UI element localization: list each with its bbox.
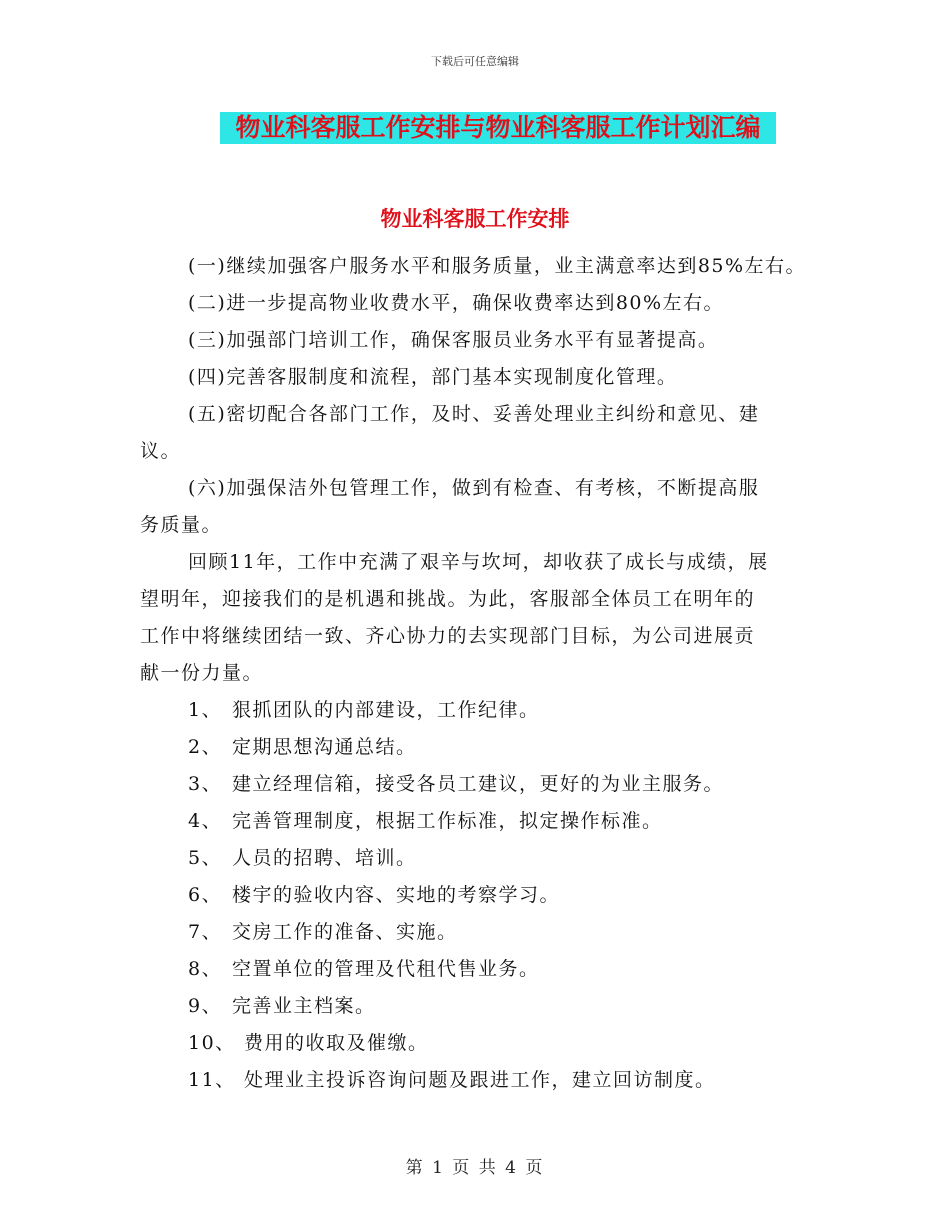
paragraph-line: (三)加强部门培训工作，确保客服员业务水平有显著提高。	[188, 329, 719, 351]
paragraph-line: (六)加强保洁外包管理工作，做到有检查、有考核，不断提高服	[188, 477, 760, 499]
list-number: 6、	[188, 884, 223, 906]
list-text: 人员的招聘、培训。	[232, 847, 417, 869]
paragraph-line: 献一份力量。	[140, 662, 264, 684]
list-number: 10、	[188, 1032, 236, 1054]
list-item	[140, 1025, 840, 1062]
list-item	[140, 1062, 840, 1099]
list-text: 完善业主档案。	[232, 995, 376, 1017]
paragraph-line: 务质量。	[140, 514, 223, 536]
list-number: 1、	[188, 699, 223, 721]
paragraph-line: (二)进一步提高物业收费水平，确保收费率达到80%左右。	[188, 292, 725, 314]
list-item	[140, 692, 840, 729]
list-text: 楼宇的验收内容、实地的考察学习。	[232, 884, 561, 906]
list-item	[140, 840, 840, 877]
list-number: 3、	[188, 773, 223, 795]
list-number: 4、	[188, 810, 223, 832]
list-text: 交房工作的准备、实施。	[232, 921, 458, 943]
list-text: 狠抓团队的内部建设，工作纪律。	[232, 699, 540, 721]
paragraph-line: (一)继续加强客户服务水平和服务质量，业主满意率达到85%左右。	[188, 255, 807, 277]
header-note: 下载后可任意编辑	[431, 55, 519, 68]
list-item	[140, 877, 840, 914]
document-title: 物业科客服工作安排与物业科客服工作计划汇编	[220, 112, 776, 144]
list-text: 完善管理制度，根据工作标准，拟定操作标准。	[232, 810, 663, 832]
section-title: 物业科客服工作安排	[380, 206, 570, 231]
paragraph-line: 议。	[140, 440, 182, 462]
list-item	[140, 766, 840, 803]
paragraph-line: (四)完善客服制度和流程，部门基本实现制度化管理。	[188, 366, 678, 388]
list-number: 11、	[188, 1069, 236, 1091]
paragraph-line: 工作中将继续团结一致、齐心协力的去实现部门目标，为公司进展贡	[140, 625, 756, 647]
list-text: 处理业主投诉咨询问题及跟进工作，建立回访制度。	[244, 1069, 716, 1091]
list-number: 2、	[188, 736, 223, 758]
list-text: 空置单位的管理及代租代售业务。	[232, 958, 540, 980]
paragraph-line: 回顾11年，工作中充满了艰辛与坎坷，却收获了成长与成绩，展	[188, 551, 769, 573]
list-item	[140, 914, 840, 951]
paragraph-line: 望明年，迎接我们的是机遇和挑战。为此，客服部全体员工在明年的	[140, 588, 756, 610]
list-text: 建立经理信箱，接受各员工建议，更好的为业主服务。	[232, 773, 725, 795]
document-body	[140, 248, 840, 1099]
list-item	[140, 988, 840, 1025]
list-number: 9、	[188, 995, 223, 1017]
list-number: 5、	[188, 847, 223, 869]
paragraph-line: (五)密切配合各部门工作，及时、妥善处理业主纠纷和意见、建	[188, 403, 760, 425]
list-text: 费用的收取及催缴。	[244, 1032, 429, 1054]
list-number: 7、	[188, 921, 223, 943]
page-footer: 第 1 页 共 4 页	[405, 1158, 545, 1178]
list-item	[140, 803, 840, 840]
list-number: 8、	[188, 958, 223, 980]
list-text: 定期思想沟通总结。	[232, 736, 417, 758]
list-item	[140, 951, 840, 988]
list-item	[140, 729, 840, 766]
